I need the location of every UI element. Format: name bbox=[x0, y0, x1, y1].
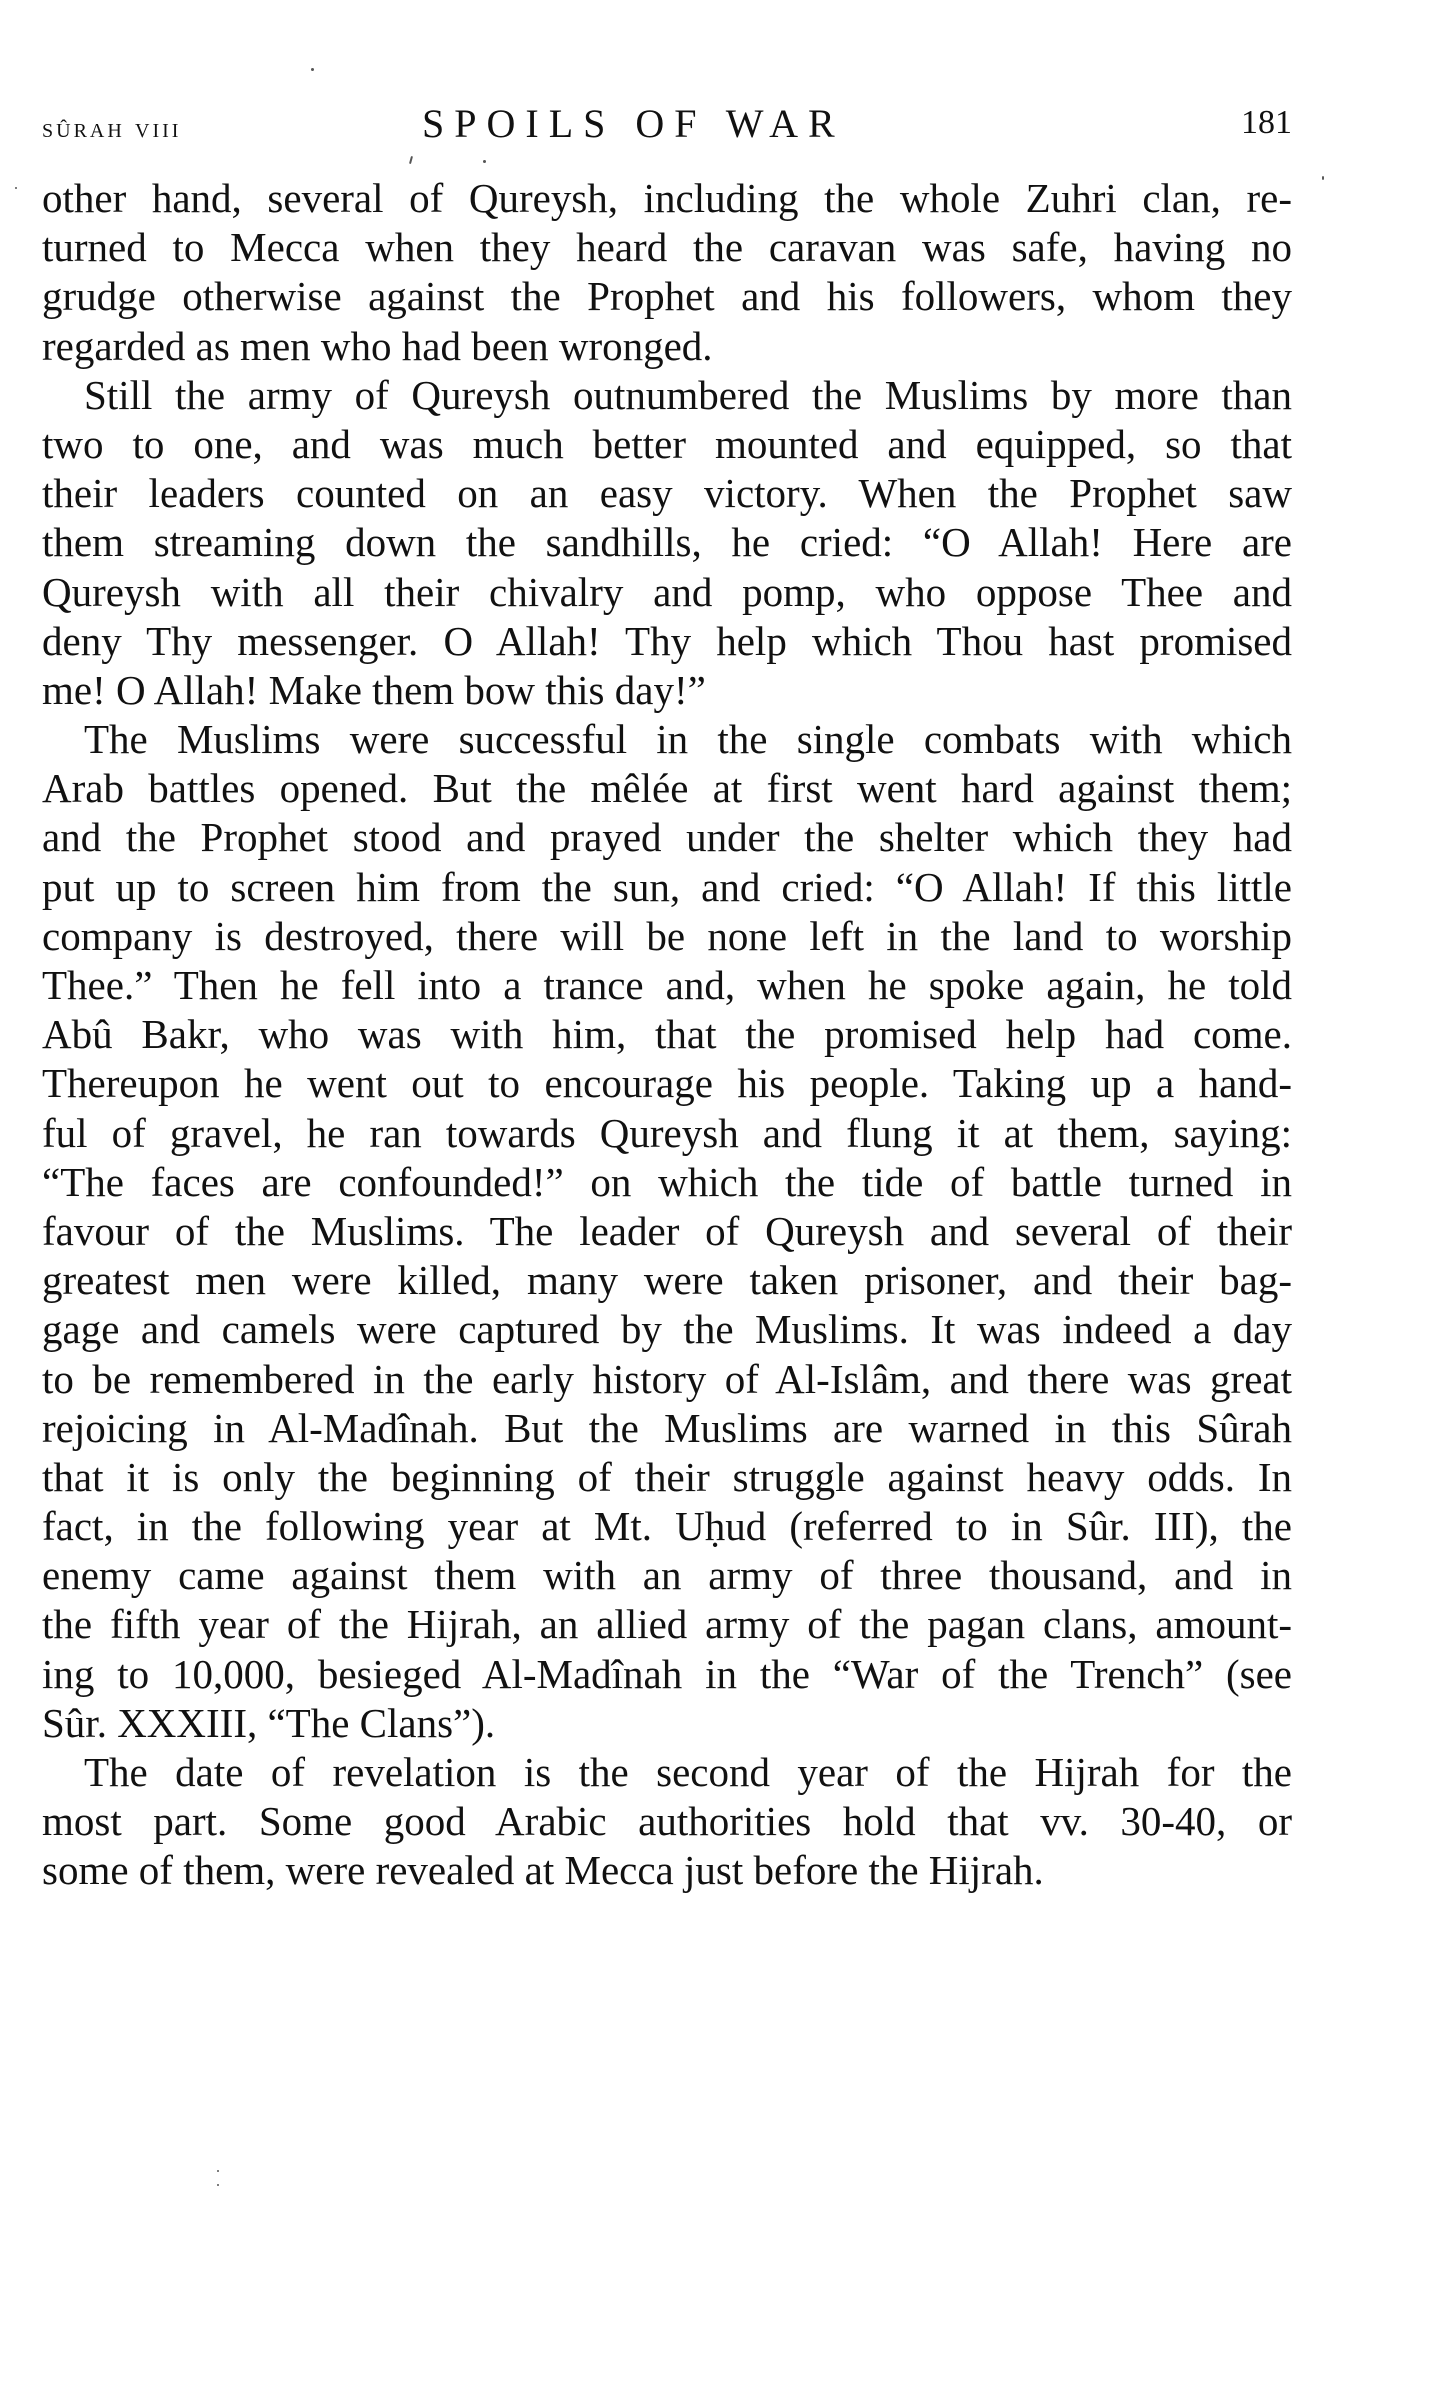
text-line: fact, in the following year at Mt. Uḥud (referred to in Sûr. III), the bbox=[42, 1503, 1292, 1550]
text-line: most part. Some good Arabic authorities hold that vv. 30-40, or bbox=[42, 1798, 1292, 1845]
scan-speck bbox=[311, 68, 314, 71]
text-line: Thereupon he went out to encourage his people. Taking up a hand- bbox=[42, 1060, 1292, 1107]
text-line: The Muslims were successful in the single combats with which bbox=[84, 716, 1292, 763]
text-line: turned to Mecca when they heard the caravan was safe, having no bbox=[42, 224, 1292, 271]
text-line: ing to 10,000, besieged Al-Madînah in the “War of the Trench” (see bbox=[42, 1650, 1292, 1697]
page-number: 181 bbox=[1241, 104, 1292, 141]
body-text bbox=[42, 174, 1292, 1896]
scan-speck bbox=[1322, 176, 1324, 180]
text-line: to be remembered in the early history of Al-Islâm, and there was great bbox=[42, 1355, 1292, 1402]
paragraph bbox=[42, 174, 1292, 371]
text-line: me! O Allah! Make them bow this day!” bbox=[42, 666, 706, 713]
text-line: Abû Bakr, who was with him, that the promised help had come. bbox=[42, 1011, 1292, 1058]
text-line: Still the army of Qureysh outnumbered the Muslims by more than bbox=[84, 371, 1292, 418]
chapter-label: sûrah viii bbox=[42, 112, 182, 144]
text-line: Sûr. XXXIII, “The Clans”). bbox=[42, 1699, 496, 1746]
scan-speck bbox=[217, 2184, 219, 2186]
text-line: Thee.” Then he fell into a trance and, when he spoke again, he told bbox=[42, 962, 1292, 1008]
text-line: company is destroyed, there will be none left in the land to worship bbox=[42, 912, 1292, 959]
text-line: deny Thy messenger. O Allah! Thy help which Thou hast promised bbox=[42, 617, 1292, 664]
paragraph bbox=[42, 715, 1292, 1748]
text-line: ful of gravel, he ran towards Qureysh and flung it at them, saying: bbox=[42, 1109, 1292, 1156]
text-line: and the Prophet stood and prayed under the shelter which they had bbox=[42, 814, 1292, 861]
text-line: The date of revelation is the second year of the Hijrah for the bbox=[84, 1749, 1292, 1795]
text-line: their leaders counted on an easy victory. When the Prophet saw bbox=[42, 470, 1292, 517]
text-line: put up to screen him from the sun, and cried: “O Allah! If this little bbox=[42, 863, 1292, 910]
text-line: greatest men were killed, many were taken prisoner, and their bag- bbox=[42, 1257, 1292, 1304]
text-line: that it is only the beginning of their struggle against heavy odds. In bbox=[42, 1453, 1292, 1500]
scan-speck bbox=[217, 2170, 219, 2172]
text-line: the fifth year of the Hijrah, an allied army of the pagan clans, amount- bbox=[42, 1601, 1292, 1648]
text-line: Arab battles opened. But the mêlée at first went hard against them; bbox=[42, 765, 1292, 812]
page-title: SPOILS OF WAR bbox=[422, 101, 845, 146]
text-line: other hand, several of Qureysh, including the whole Zuhri clan, re- bbox=[42, 175, 1292, 221]
text-line: gage and camels were captured by the Muslims. It was indeed a day bbox=[42, 1306, 1292, 1353]
text-line: two to one, and was much better mounted and equipped, so that bbox=[42, 420, 1292, 467]
text-line: enemy came against them with an army of three thousand, and in bbox=[42, 1552, 1292, 1599]
text-line: “The faces are confounded!” on which the tide of battle turned in bbox=[42, 1158, 1292, 1205]
text-line: them streaming down the sandhills, he cried: “O Allah! Here are bbox=[42, 519, 1292, 566]
paragraph bbox=[42, 371, 1292, 715]
text-line: some of them, were revealed at Mecca just before the Hijrah. bbox=[42, 1847, 1044, 1894]
scan-speck bbox=[409, 156, 413, 164]
text-line: regarded as men who had been wronged. bbox=[42, 322, 713, 369]
scan-speck bbox=[15, 187, 17, 189]
text-line: grudge otherwise against the Prophet and his followers, whom they bbox=[42, 273, 1292, 320]
text-line: favour of the Muslims. The leader of Qureysh and several of their bbox=[42, 1207, 1292, 1254]
text-line: rejoicing in Al-Madînah. But the Muslims are warned in this Sûrah bbox=[42, 1404, 1292, 1451]
running-head bbox=[42, 100, 1292, 144]
scan-speck bbox=[483, 160, 486, 163]
text-line: Qureysh with all their chivalry and pomp, who oppose Thee and bbox=[42, 568, 1292, 615]
paragraph bbox=[42, 1748, 1292, 1896]
